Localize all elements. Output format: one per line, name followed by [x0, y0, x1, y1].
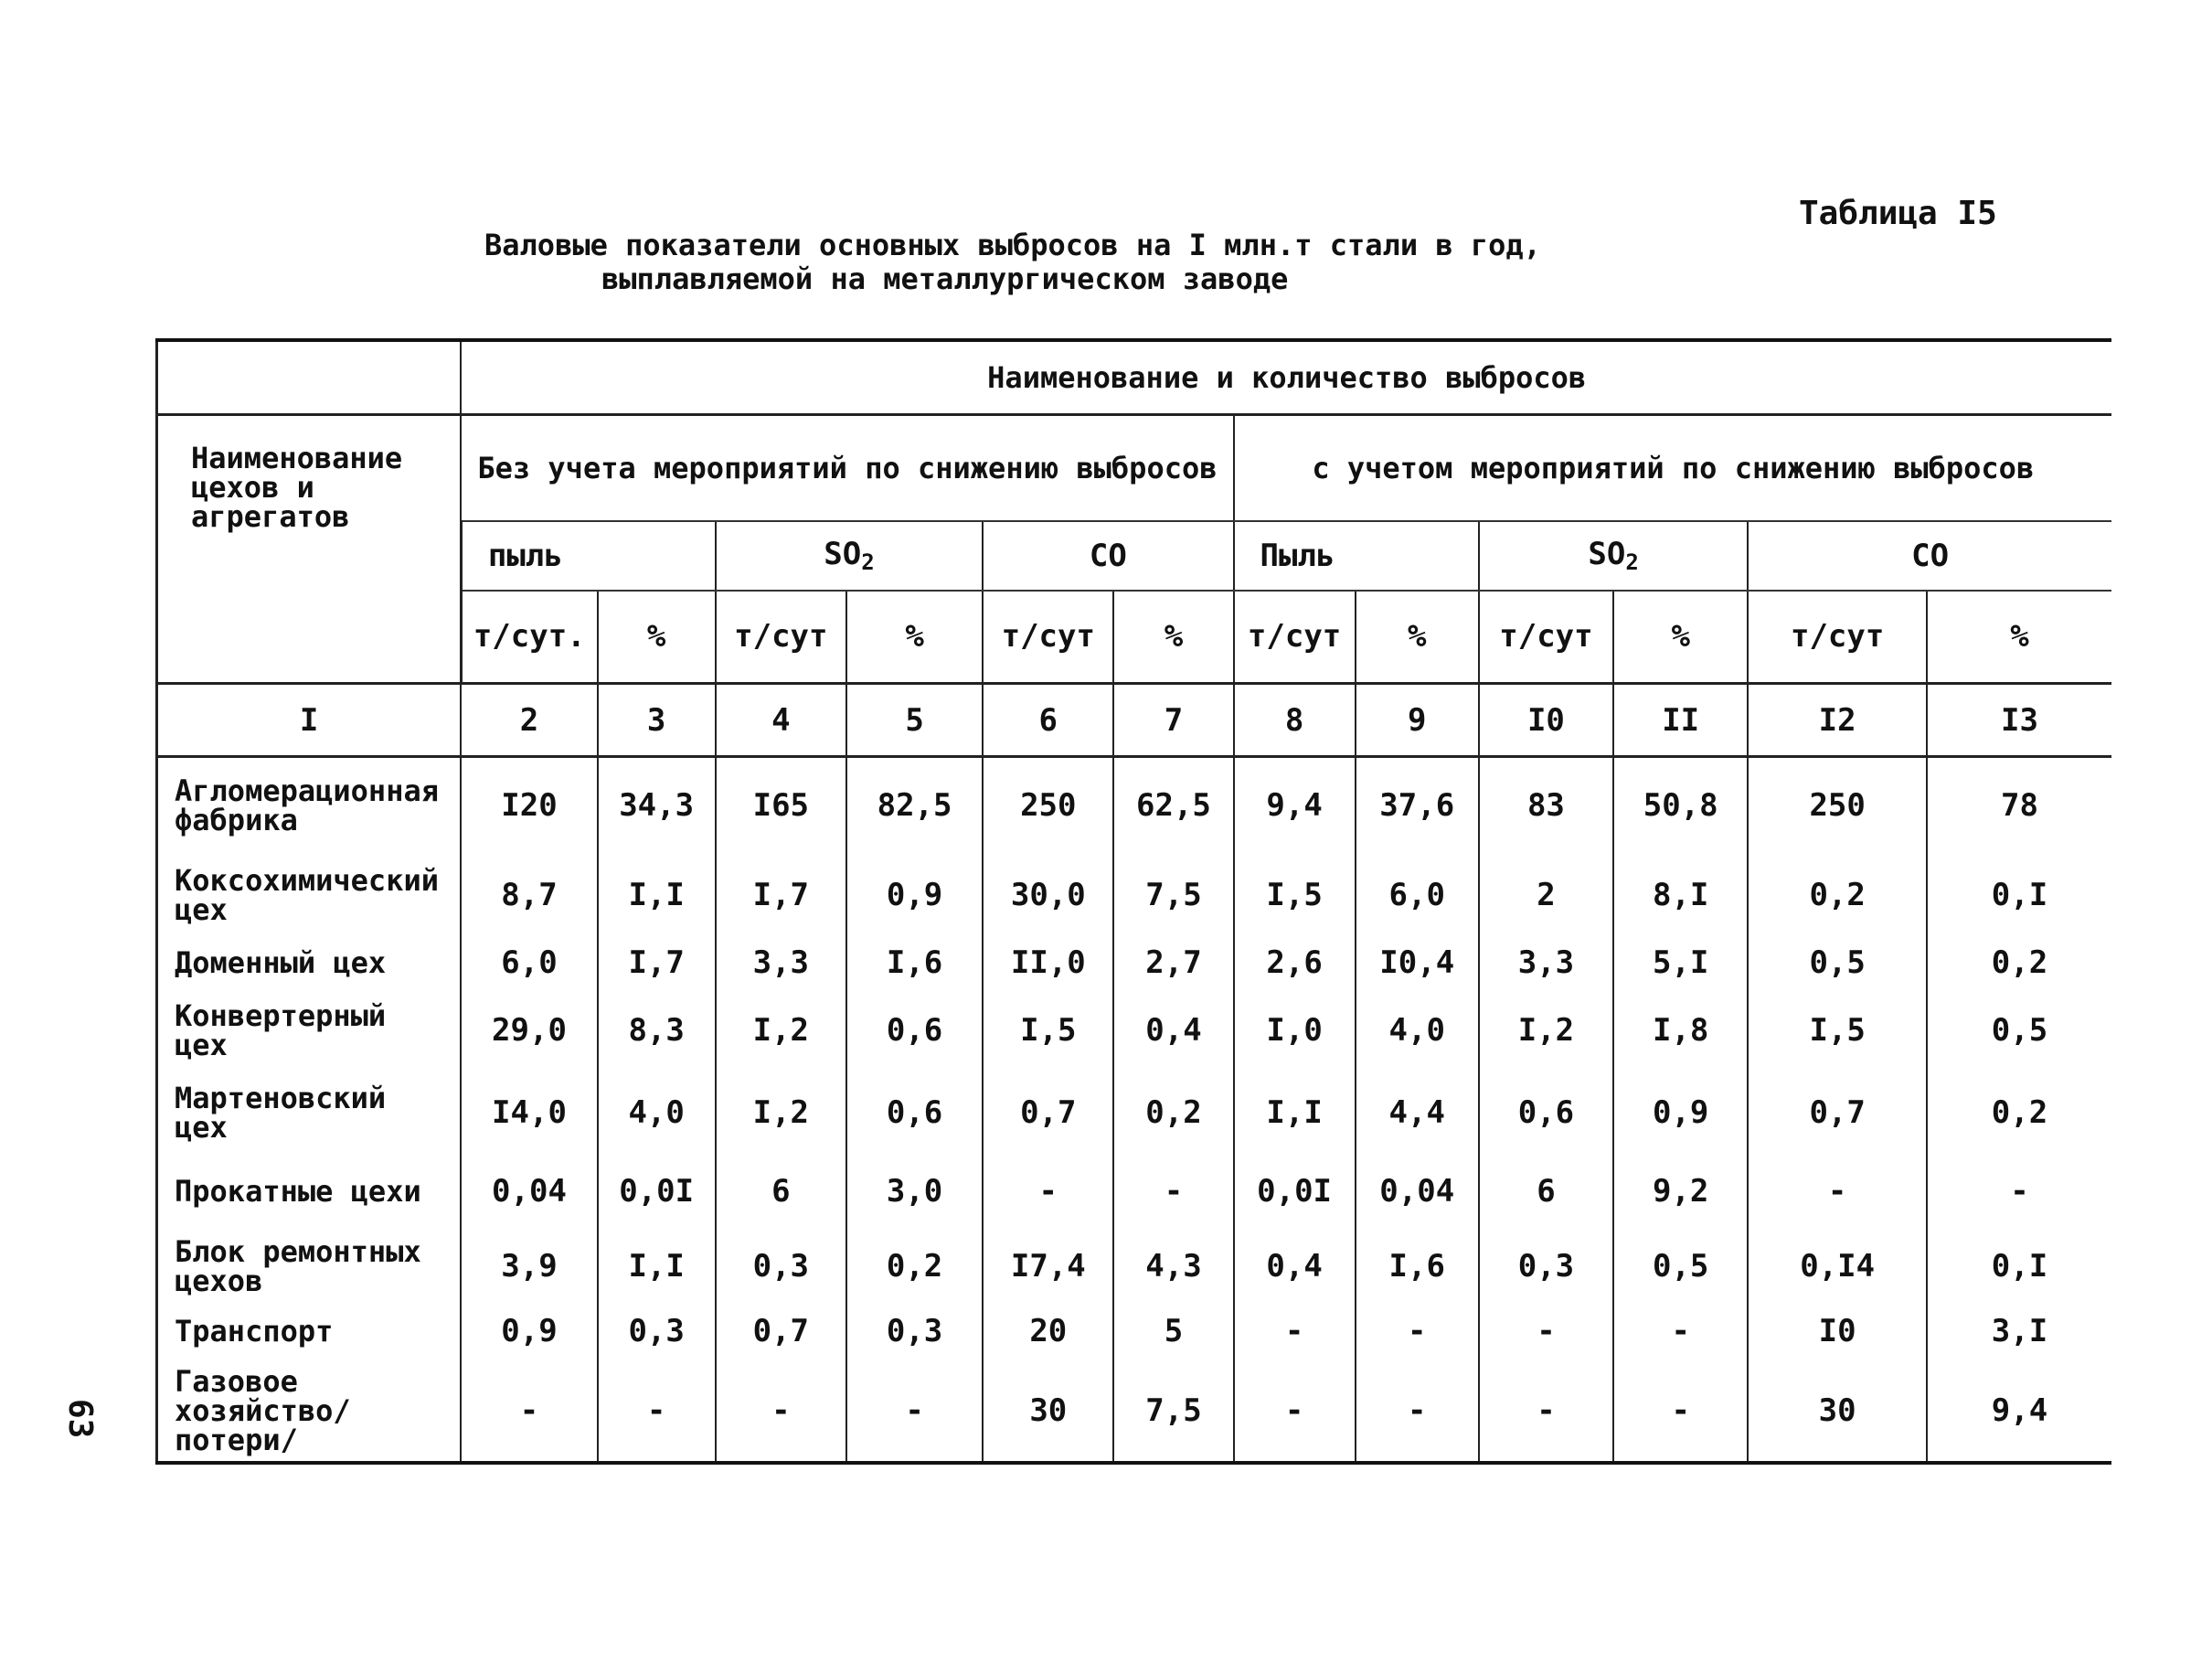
column-number: I2: [1748, 684, 1927, 756]
pollutant-dust-a: пыль: [461, 521, 715, 590]
table-cell: 0,2: [846, 1230, 983, 1302]
table-cell: 6,0: [461, 936, 597, 989]
table-cell: I,I: [598, 1230, 716, 1302]
unit-cell: т/сут: [1748, 591, 1927, 684]
table-cell: 6: [1479, 1154, 1613, 1231]
table-cell: 3,0: [846, 1154, 983, 1231]
table-row: [157, 1302, 2112, 1359]
table-cell: I,7: [716, 854, 846, 936]
table-cell: 0,3: [716, 1230, 846, 1302]
table-cell: I20: [461, 756, 597, 854]
table-cell: 78: [2001, 787, 2038, 825]
table-cell: 62,5: [1113, 756, 1233, 854]
table-cell: I0: [1748, 1302, 1927, 1359]
table-cell: 0,5: [1991, 1011, 2048, 1049]
table-cell: 6: [716, 1154, 846, 1231]
table-cell: -: [1613, 1302, 1748, 1359]
column-number: 2: [461, 684, 597, 756]
unit-cell: %: [1927, 591, 2111, 684]
header-corner-cell: [157, 340, 462, 414]
table-row: [157, 1359, 2112, 1463]
unit-cell: %: [1113, 591, 1233, 684]
table-cell: I,2: [716, 989, 846, 1072]
table-cell: -: [1234, 1359, 1356, 1463]
pollutant-so2-a: [716, 521, 983, 590]
table-cell: I4,0: [461, 1072, 597, 1154]
table-cell: I,I: [1234, 1072, 1356, 1154]
row-name: Мартеновский цех: [157, 1072, 462, 1154]
table-cell: 0,I: [1991, 876, 2048, 913]
table-row: [157, 1072, 2112, 1154]
column-number: 6: [983, 684, 1113, 756]
table-cell: 8,7: [461, 854, 597, 936]
row-name: Доменный цех: [157, 936, 462, 989]
table-cell: 0,2: [1748, 854, 1927, 936]
table-row: [157, 854, 2112, 936]
table-cell: 4,3: [1113, 1230, 1233, 1302]
table-cell: 0,7: [983, 1072, 1113, 1154]
row-name: Конвертерный цех: [157, 989, 462, 1072]
table-cell: 0,2: [1991, 1093, 2048, 1131]
table-cell: I,5: [1748, 989, 1927, 1072]
table-cell: 8,3: [598, 989, 716, 1072]
table-cell: 0,9: [461, 1302, 597, 1359]
table-cell: 0,04: [461, 1154, 597, 1231]
table-cell: 0,9: [1613, 1072, 1748, 1154]
table-cell: 3,9: [461, 1230, 597, 1302]
table-cell: -: [1113, 1154, 1233, 1231]
table-cell: I,0: [1234, 989, 1356, 1072]
table-cell: 0,3: [846, 1302, 983, 1359]
table-cell: 0,9: [846, 854, 983, 936]
table-cell: I,2: [1479, 989, 1613, 1072]
table-cell: 83: [1479, 756, 1613, 854]
page-number: 63: [61, 1399, 99, 1439]
table-cell: 0,3: [1479, 1230, 1613, 1302]
table-title: [484, 229, 1541, 296]
pollutant-so2-b: [1479, 521, 1749, 590]
table-cell: 0,I4: [1748, 1230, 1927, 1302]
table-cell: 30: [1748, 1359, 1927, 1463]
table-cell: 0,5: [1748, 936, 1927, 989]
table-title-line-1: Валовые показатели основных выбросов на I млн.т стали в год,: [484, 228, 1541, 262]
pollutant-co-a: CO: [983, 521, 1233, 590]
table-cell: 9,2: [1613, 1154, 1748, 1231]
table-cell: I,I: [598, 854, 716, 936]
table-cell: -: [598, 1359, 716, 1463]
row-name: Прокатные цехи: [157, 1154, 462, 1231]
table-cell: 2,7: [1113, 936, 1233, 989]
table-cell: I,7: [598, 936, 716, 989]
group-header-without-measures: Без учета мероприятий по снижению выбросов: [461, 414, 1233, 521]
table-cell: 5: [1113, 1302, 1233, 1359]
table-cell: I,5: [1234, 854, 1356, 936]
so2-a-subscript: 2: [861, 549, 875, 576]
table-cell: 30,0: [983, 854, 1113, 936]
table-cell: -: [1356, 1359, 1479, 1463]
column-number: I: [157, 684, 462, 756]
table-cell: 0,6: [846, 1072, 983, 1154]
table-row: [157, 989, 2112, 1072]
table-cell: 0,5: [1613, 1230, 1748, 1302]
table-cell: I,6: [1356, 1230, 1479, 1302]
table-cell: -: [1748, 1154, 1927, 1231]
table-cell: 0,4: [1113, 989, 1233, 1072]
column-number: 8: [1234, 684, 1356, 756]
column-number: I3: [1927, 684, 2111, 756]
unit-cell: т/сут: [1479, 591, 1613, 684]
table-cell: 82,5: [846, 756, 983, 854]
table-cell: 0,2: [1113, 1072, 1233, 1154]
column-number: 3: [598, 684, 716, 756]
table-cell: 4,0: [598, 1072, 716, 1154]
table-cell: 0,0I: [1234, 1154, 1356, 1231]
table-cell: I,5: [983, 989, 1113, 1072]
table-cell: 3,3: [1479, 936, 1613, 989]
table-row: [157, 756, 2112, 854]
unit-cell: т/сут.: [461, 591, 597, 684]
table-cell: 2: [1479, 854, 1613, 936]
table-cell: -: [461, 1359, 597, 1463]
column-number: II: [1613, 684, 1748, 756]
table-cell: 7,5: [1113, 1359, 1233, 1463]
pollutant-dust-b: Пыль: [1234, 521, 1479, 590]
row-name: Агломерационная фабрика: [157, 756, 462, 854]
table-number-label: Таблица I5: [1799, 195, 1997, 232]
table-title-line-2: выплавляемой на металлургическом заводе: [601, 261, 1289, 296]
table-cell: -: [2010, 1173, 2029, 1210]
emissions-table: [155, 338, 2111, 1465]
table-cell: 0,7: [716, 1302, 846, 1359]
table-cell: 9,4: [1234, 756, 1356, 854]
table-row: [157, 1154, 2112, 1231]
table-cell: 0,I: [1991, 1247, 2048, 1285]
unit-cell: %: [846, 591, 983, 684]
table-cell: -: [983, 1154, 1113, 1231]
table-cell: I0,4: [1356, 936, 1479, 989]
first-column-header: Наименование цехов и агрегатов: [157, 414, 462, 683]
table-row: [157, 1230, 2112, 1302]
row-name: Коксохимический цех: [157, 854, 462, 936]
column-number: 5: [846, 684, 983, 756]
unit-cell: %: [598, 591, 716, 684]
table-cell: 50,8: [1613, 756, 1748, 854]
table-cell: 9,4: [1927, 1359, 2111, 1463]
column-number: 4: [716, 684, 846, 756]
column-number: I0: [1479, 684, 1613, 756]
table-cell: 7,5: [1113, 854, 1233, 936]
table-cell: 2,6: [1234, 936, 1356, 989]
table-cell: -: [716, 1359, 846, 1463]
table-cell: -: [1613, 1359, 1748, 1463]
table-cell: 0,3: [598, 1302, 716, 1359]
pollutant-co-b: CO: [1748, 521, 2111, 590]
so2-b-subscript: 2: [1625, 549, 1639, 576]
table-cell: II,0: [983, 936, 1113, 989]
group-header-with-measures: с учетом мероприятий по снижению выбросов: [1234, 414, 2111, 521]
table-cell: I,8: [1613, 989, 1748, 1072]
table-cell: 8,I: [1613, 854, 1748, 936]
unit-cell: т/сут: [1234, 591, 1356, 684]
row-name: Транспорт: [157, 1302, 462, 1359]
table-cell: 5,I: [1613, 936, 1748, 989]
table-cell: 29,0: [461, 989, 597, 1072]
row-name: Блок ремонтных цехов: [157, 1230, 462, 1302]
table-cell: -: [1234, 1302, 1356, 1359]
super-header: Наименование и количество выбросов: [461, 340, 2111, 414]
table-cell: 250: [1748, 756, 1927, 854]
table-cell: I65: [716, 756, 846, 854]
so2-a-base: SO: [824, 536, 862, 573]
table-cell: 37,6: [1356, 756, 1479, 854]
table-cell: 0,2: [1991, 944, 2048, 981]
row-name: Газовое хозяйство/потери/: [157, 1359, 462, 1463]
table-cell: I7,4: [983, 1230, 1113, 1302]
column-number: 9: [1356, 684, 1479, 756]
table-cell: -: [1479, 1359, 1613, 1463]
table-cell: I,6: [846, 936, 983, 989]
table-cell: -: [846, 1359, 983, 1463]
table-cell: 250: [983, 756, 1113, 854]
table-cell: 0,7: [1748, 1072, 1927, 1154]
column-numbers-row: [157, 684, 2112, 756]
table-cell: 3,3: [716, 936, 846, 989]
so2-b-base: SO: [1588, 536, 1626, 573]
table-cell: 0,6: [846, 989, 983, 1072]
table-cell: 6,0: [1356, 854, 1479, 936]
table-cell: 4,0: [1356, 989, 1479, 1072]
table-cell: 0,0I: [598, 1154, 716, 1231]
unit-cell: %: [1613, 591, 1748, 684]
table-row: [157, 936, 2112, 989]
emissions-table-container: [155, 338, 2111, 1465]
table-cell: 20: [983, 1302, 1113, 1359]
table-cell: 30: [983, 1359, 1113, 1463]
table-cell: 0,4: [1234, 1230, 1356, 1302]
table-cell: -: [1479, 1302, 1613, 1359]
unit-cell: %: [1356, 591, 1479, 684]
table-cell: 3,I: [1991, 1312, 2048, 1349]
unit-cell: т/сут: [983, 591, 1113, 684]
column-number: 7: [1113, 684, 1233, 756]
unit-cell: т/сут: [716, 591, 846, 684]
table-cell: 34,3: [598, 756, 716, 854]
table-cell: I,2: [716, 1072, 846, 1154]
group-header-row: [157, 414, 2112, 521]
super-header-row: [157, 340, 2112, 414]
table-cell: -: [1356, 1302, 1479, 1359]
table-cell: 4,4: [1356, 1072, 1479, 1154]
table-cell: 0,6: [1479, 1072, 1613, 1154]
table-cell: 0,04: [1356, 1154, 1479, 1231]
